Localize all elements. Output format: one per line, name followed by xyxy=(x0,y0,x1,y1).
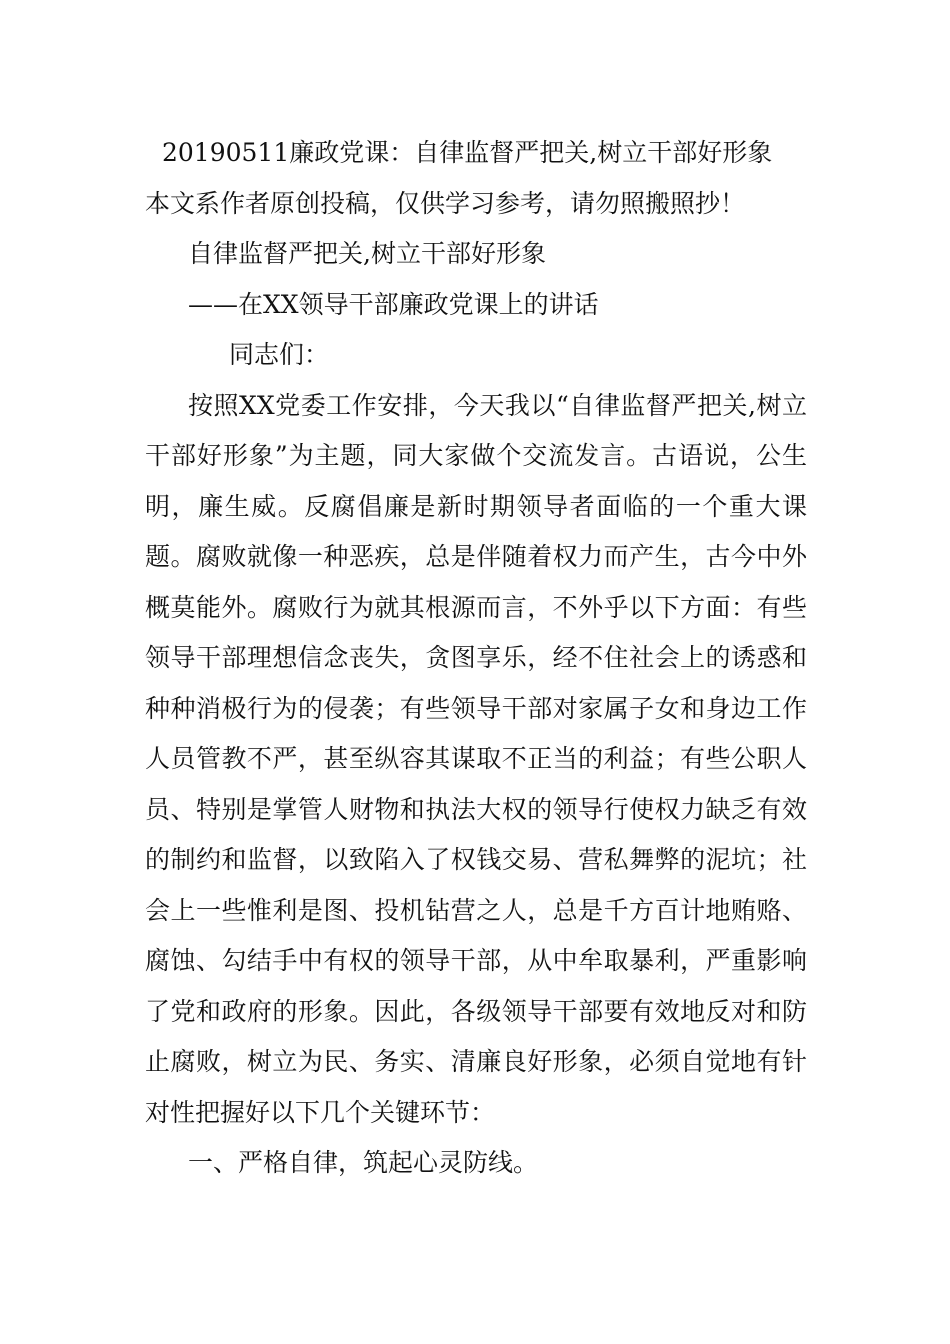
document-title: 20190511廉政党课：自律监督严把关,树立干部好形象 xyxy=(162,138,773,167)
salutation: 同志们： xyxy=(229,340,330,369)
body-paragraph: 按照XX党委工作安排，今天我以“自律监督严把关,树立干部好形象”为主题，同大家做个交流发言。古语说，公生明，廉生威。反腐倡廉是新时期领导者面临的一个重大课题。腐败就像一种恶疾，总是伴随着权力而产生，古今中外概莫能外。腐败行为就其根源而言，不外乎以下方面：有些领导干部理想信念丧失，贪图享乐，经不住社会上的诱惑和种种消极行为的侵袭；有些领导干部对家属子女和身边工作人员管教不严，甚至纵容其谋取不正当的利益；有些公职人员、特别是掌管人财物和执法大权的领导行使权力缺乏有效的制约和监督，以致陷入了权钱交易、营私舞弊的泥坑；社会上一些惟利是图、投机钻营之人，总是千方百计地贿赂、腐蚀、勾结手中有权的领导干部，从中牟取暴利，严重影响了党和政府的形象。因此，各级领导干部要有效地反对和防止腐败，树立为民、务实、清廉良好形象，必须自觉地有针对性把握好以下几个关键环节： xyxy=(145,390,807,1127)
document-body xyxy=(145,128,807,1189)
section-heading: 一、严格自律，筑起心灵防线。 xyxy=(188,1148,539,1177)
speech-subtitle: ——在XX领导干部廉政党课上的讲话 xyxy=(188,289,599,319)
speech-title: 自律监督严把关,树立干部好形象 xyxy=(188,239,546,268)
copyright-notice: 本文系作者原创投稿，仅供学习参考，请勿照搬照抄！ xyxy=(145,188,746,218)
